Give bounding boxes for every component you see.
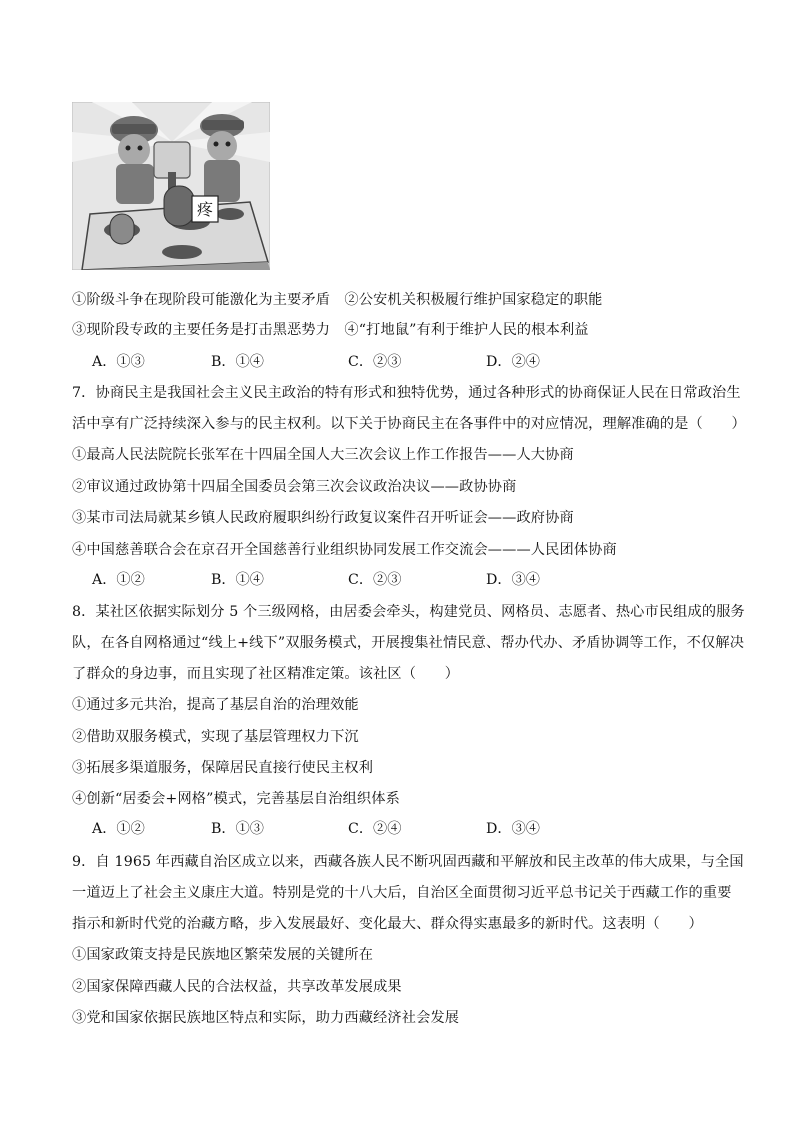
q8-statement-3: ③拓展多渠道服务，保障居民直接行使民主权利 xyxy=(72,760,374,776)
q8-statement-4: ④创新“居委会+网格”模式，完善基层自治组织体系 xyxy=(72,791,400,807)
q8-statement-2: ②借助双服务模式，实现了基层管理权力下沉 xyxy=(72,729,359,745)
q9-stem-line-2: 一道迈上了社会主义康庄大道。特别是党的十八大后，自治区全面贯彻习近平总书记关于西藏工作的重要 xyxy=(72,885,732,901)
q6-option-a: A．①③ xyxy=(92,354,145,370)
q8-option-b: B．①③ xyxy=(211,821,264,837)
q8-option-a: A．①② xyxy=(92,821,145,837)
q9-stem-line-3: 指示和新时代党的治藏方略，步入发展最好、变化最大、群众得实惠最多的新时代。这表明（ ） xyxy=(72,916,703,932)
whack-a-mole-cartoon xyxy=(72,102,270,270)
q9-stem-line-1: 9．自 1965 年西藏自治区成立以来，西藏各族人民不断巩固西藏和平解放和民主改革的伟大成果，与全国 xyxy=(72,854,744,870)
pain-sign-text: 疼 xyxy=(196,200,214,219)
q7-statement-1: ①最高人民法院院长张军在十四届全国人大三次会议上作工作报告——人大协商 xyxy=(72,447,574,463)
q8-stem-line-3: 了群众的身边事，而且实现了社区精准定策。该社区（ ） xyxy=(72,666,460,682)
q8-option-c: C．②④ xyxy=(348,821,402,837)
cartoon-illustration xyxy=(72,102,270,270)
q7-option-b: B．①④ xyxy=(211,572,264,588)
q7-option-a: A．①② xyxy=(92,572,145,588)
q7-statement-2: ②审议通过政协第十四届全国委员会第三次会议政治决议——政协协商 xyxy=(72,479,517,495)
q7-option-c: C．②③ xyxy=(348,572,402,588)
q8-stem-line-1: 8．某社区依据实际划分 5 个三级网格，由居委会牵头，构建党员、网格员、志愿者、热心市民组成的服务 xyxy=(72,604,745,620)
q9-statement-2: ②国家保障西藏人民的合法权益，共享改革发展成果 xyxy=(72,979,402,995)
q6-statement-line-1: ①阶级斗争在现阶段可能激化为主要矛盾 ②公安机关积极履行维护国家稳定的职能 xyxy=(72,292,603,308)
q7-stem-line-2: 活中享有广泛持续深入参与的民主权利。以下关于协商民主在各事件中的对应情况，理解准确的是（ ） xyxy=(72,416,746,432)
q7-statement-3: ③某市司法局就某乡镇人民政府履职纠纷行政复议案件召开听证会——政府协商 xyxy=(72,510,574,526)
q7-statement-4: ④中国慈善联合会在京召开全国慈善行业组织协同发展工作交流会———人民团体协商 xyxy=(72,542,617,558)
q7-stem-line-1: 7．协商民主是我国社会主义民主政治的特有形式和独特优势，通过各种形式的协商保证人民在日常政治生 xyxy=(72,385,741,401)
q8-statement-1: ①通过多元共治，提高了基层自治的治理效能 xyxy=(72,697,359,713)
q6-statement-line-2: ③现阶段专政的主要任务是打击黑恶势力 ④“打地鼠”有利于维护人民的根本利益 xyxy=(72,322,589,338)
q7-option-d: D．③④ xyxy=(486,572,540,588)
q6-option-b: B．①④ xyxy=(211,354,264,370)
q6-option-c: C．②③ xyxy=(348,354,402,370)
q9-statement-1: ①国家政策支持是民族地区繁荣发展的关键所在 xyxy=(72,947,374,963)
q8-stem-line-2: 队，在各自网格通过“线上+线下”双服务模式，开展搜集社情民意、帮办代办、矛盾协调等工作，不仅解决 xyxy=(72,635,745,651)
q6-option-d: D．②④ xyxy=(486,354,540,370)
q8-option-d: D．③④ xyxy=(486,821,540,837)
q9-statement-3: ③党和国家依据民族地区特点和实际，助力西藏经济社会发展 xyxy=(72,1010,460,1026)
